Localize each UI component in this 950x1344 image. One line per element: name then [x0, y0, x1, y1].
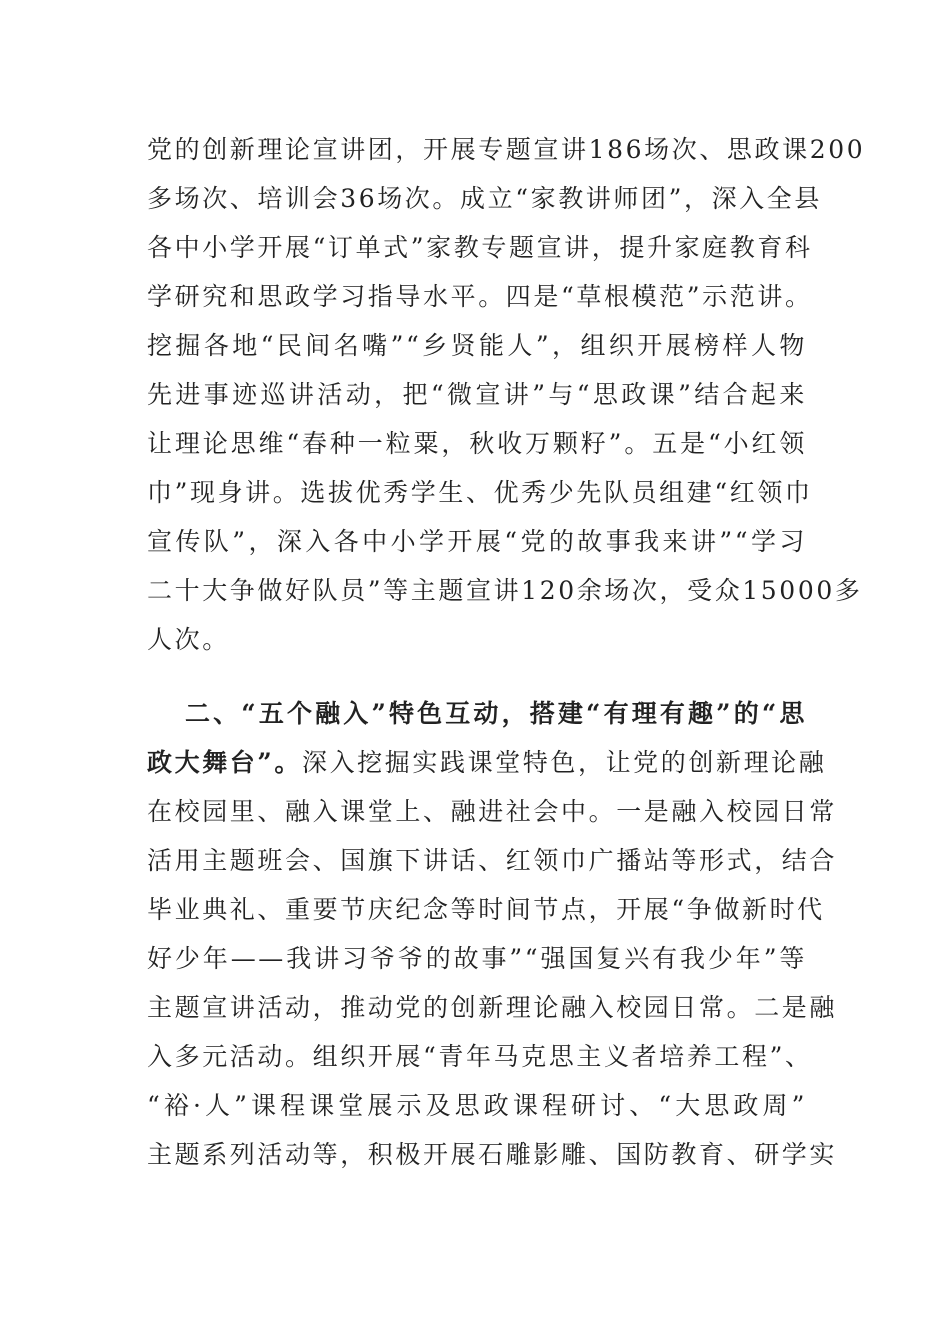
paragraph-line: 宣传队”，深入各中小学开展“党的故事我来讲”“学习 — [147, 527, 807, 556]
paragraph-line: “裕·人”课程课堂展示及思政课程研讨、“大思政周” — [147, 1091, 807, 1120]
paragraph-line: 先进事迹巡讲活动，把“微宣讲”与“思政课”结合起来 — [147, 380, 807, 409]
section-heading-end: 政大舞台”。 — [147, 748, 302, 777]
paragraph-line: 在校园里、融入课堂上、融进社会中。一是融入校园日常 — [147, 797, 838, 826]
paragraph-line: 二十大争做好队员”等主题宣讲120余场次，受众15000多 — [147, 576, 863, 605]
paragraph-line: 让理论思维“春种一粒粟，秋收万颗籽”。五是“小红领 — [147, 429, 807, 458]
paragraph-line: 人次。 — [147, 625, 230, 654]
paragraph-line: 活用主题班会、国旗下讲话、红领巾广播站等形式，结合 — [147, 846, 838, 875]
paragraph-line: 党的创新理论宣讲团，开展专题宣讲186场次、思政课200 — [147, 135, 866, 164]
paragraph-line-rest: 深入挖掘实践课堂特色，让党的创新理论融 — [301, 748, 827, 777]
paragraph-line: 巾”现身讲。选拔优秀学生、优秀少先队员组建“红领巾 — [147, 478, 813, 507]
paragraph-line: 多场次、培训会36场次。成立“家教讲师团”，深入全县 — [147, 184, 822, 213]
section-heading: 二、“五个融入”特色互动，搭建“有理有趣”的“思 — [185, 699, 807, 728]
paragraph-line: 各中小学开展“订单式”家教专题宣讲，提升家庭教育科 — [147, 233, 813, 262]
paragraph-line: 学研究和思政学习指导水平。四是“草根模范”示范讲。 — [147, 282, 813, 311]
paragraph-line: 挖掘各地“民间名嘴”“乡贤能人”，组织开展榜样人物 — [147, 331, 807, 360]
paragraph-line: 好少年——我讲习爷爷的故事”“强国复兴有我少年”等 — [147, 944, 807, 973]
paragraph-line: 入多元活动。组织开展“青年马克思主义者培养工程”、 — [147, 1042, 813, 1071]
paragraph-line: 主题宣讲活动，推动党的创新理论融入校园日常。二是融 — [147, 993, 838, 1022]
paragraph-line: 毕业典礼、重要节庆纪念等时间节点，开展“争做新时代 — [147, 895, 825, 924]
section-heading-continuation — [147, 743, 827, 783]
paragraph-line: 主题系列活动等，积极开展石雕影雕、国防教育、研学实 — [147, 1140, 838, 1169]
